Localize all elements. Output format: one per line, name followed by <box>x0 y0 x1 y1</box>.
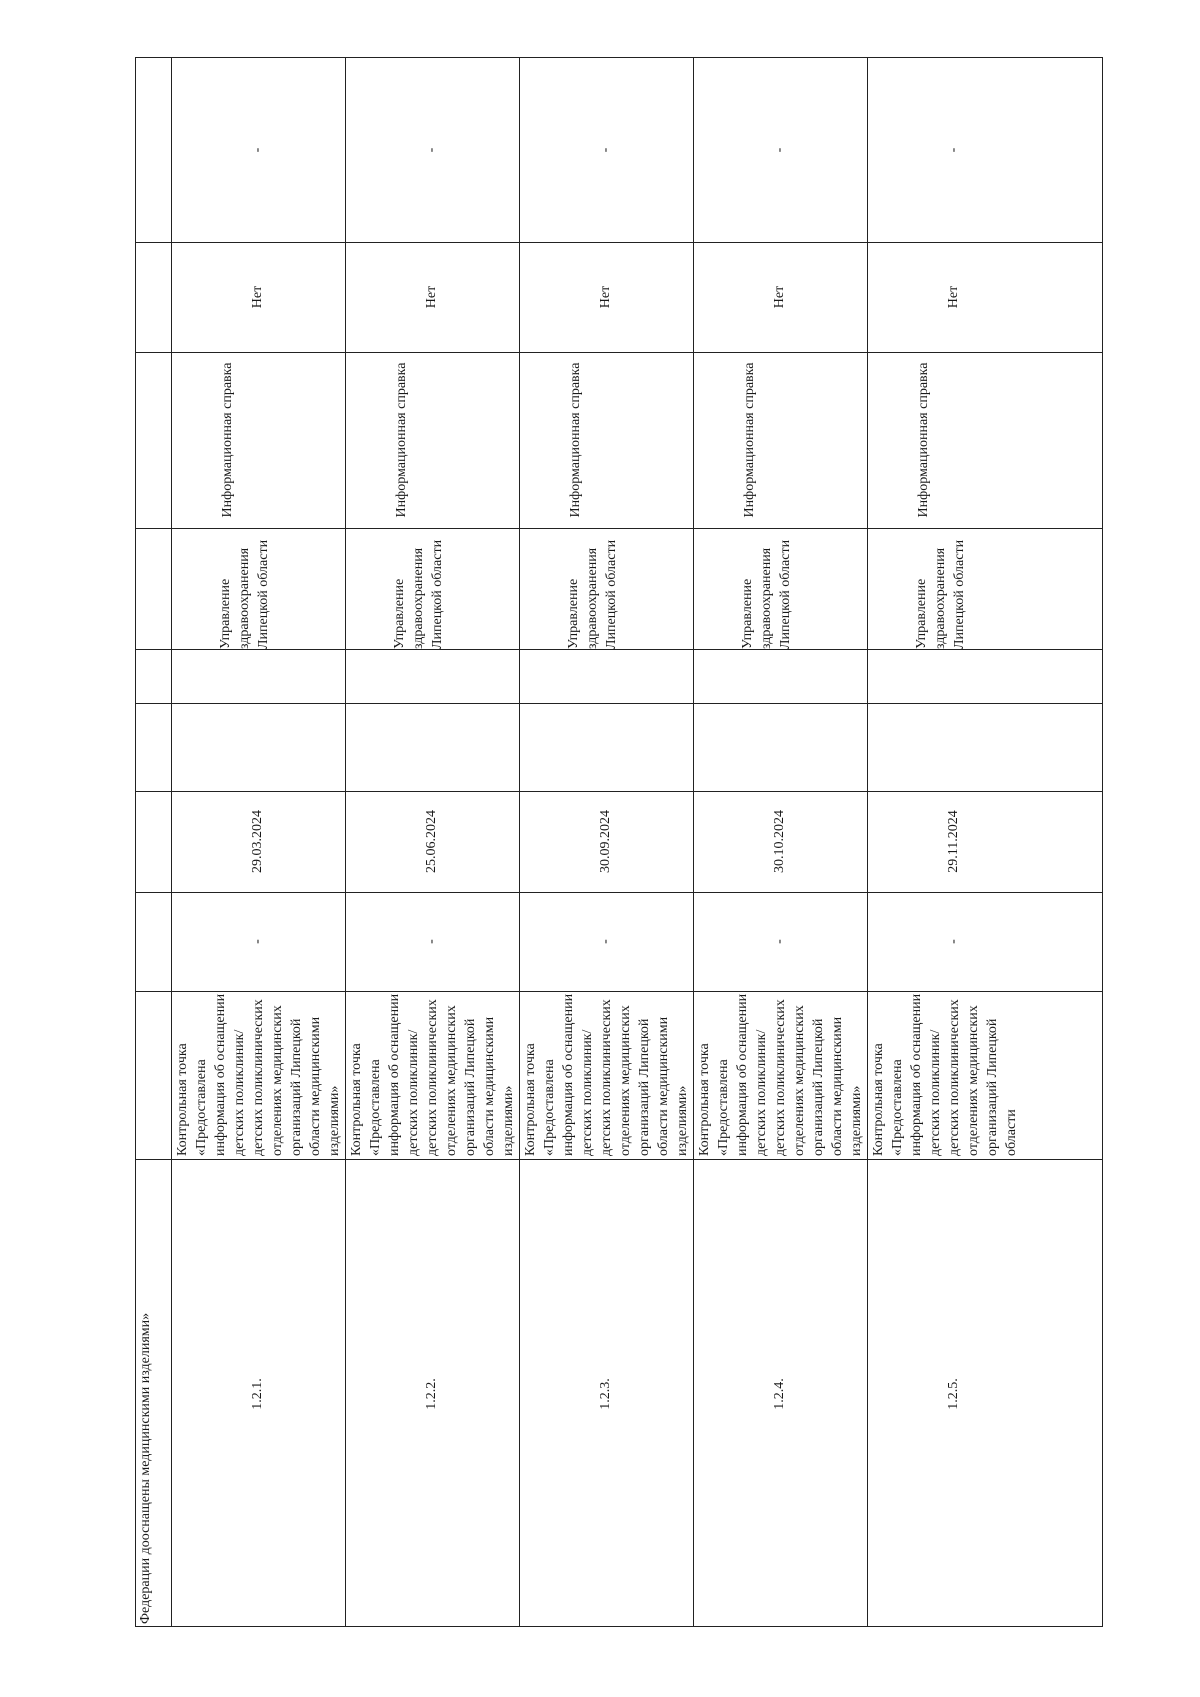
responsible-org: Управление здравоохранения Липецкой области <box>740 539 793 649</box>
responsible-org: Управление здравоохранения Липецкой области <box>218 539 271 649</box>
document-type: Информационная справка <box>220 362 235 518</box>
row-description: Контрольная точка «Предоставлена информация об оснащении детских поликлиник/детских поликлинических отделениях медицинских организаций Липецкой области медицинскими изделиями» <box>349 993 516 1156</box>
header-description: Федерации дооснащены медицинскими изделиями» <box>138 1312 153 1624</box>
row-number: 1.2.5. <box>946 1378 961 1410</box>
status-value: Нет <box>250 285 265 309</box>
start-date: - <box>424 939 439 944</box>
column-divider <box>867 58 868 1626</box>
schedule-table <box>135 57 1103 1627</box>
responsible-org: Управление здравоохранения Липецкой области <box>914 539 967 649</box>
end-date: 30.09.2024 <box>598 810 613 873</box>
status-value: Нет <box>772 285 787 309</box>
extra-value: - <box>946 147 961 153</box>
column-divider <box>171 58 172 1626</box>
status-value: Нет <box>946 285 961 309</box>
row-description: Контрольная точка «Предоставлена информация об оснащении детских поликлиник/детских поликлинических отделениях медицинских организаций Липецкой области медицинскими изделиями» <box>523 993 690 1156</box>
start-date: - <box>946 939 961 944</box>
extra-value: - <box>250 147 265 153</box>
end-date: 29.11.2024 <box>946 810 961 873</box>
end-date: 30.10.2024 <box>772 810 787 873</box>
start-date: - <box>250 939 265 944</box>
responsible-org: Управление здравоохранения Липецкой области <box>566 539 619 649</box>
row-description: Контрольная точка «Предоставлена информация об оснащении детских поликлиник/детских поликлинических отделениях медицинских организаций Липецкой области медицинскими изделиями» <box>697 993 864 1156</box>
status-value: Нет <box>424 285 439 309</box>
extra-value: - <box>598 147 613 153</box>
start-date: - <box>772 939 787 944</box>
row-number: 1.2.3. <box>598 1378 613 1410</box>
document-type: Информационная справка <box>742 362 757 518</box>
document-type: Информационная справка <box>568 362 583 518</box>
extra-value: - <box>424 147 439 153</box>
column-divider <box>519 58 520 1626</box>
row-divider <box>136 703 1102 704</box>
row-description: Контрольная точка «Предоставлена информация об оснащении детских поликлиник/детских поликлинических отделениях медицинских организаций Липецкой области медицинскими изделиями» <box>175 993 342 1156</box>
end-date: 25.06.2024 <box>424 810 439 873</box>
start-date: - <box>598 939 613 944</box>
document-type: Информационная справка <box>916 362 931 518</box>
responsible-org: Управление здравоохранения Липецкой области <box>392 539 445 649</box>
row-divider <box>136 352 1102 353</box>
row-description: Контрольная точка «Предоставлена информация об оснащении детских поликлиник/детских поликлинических отделениях медицинских организаций Липецкой области <box>871 993 1019 1156</box>
document-type: Информационная справка <box>394 362 409 518</box>
row-number: 1.2.2. <box>424 1378 439 1410</box>
row-divider <box>136 1159 1102 1160</box>
row-divider <box>136 649 1102 650</box>
column-divider <box>693 58 694 1626</box>
row-number: 1.2.1. <box>250 1378 265 1410</box>
status-value: Нет <box>598 285 613 309</box>
row-number: 1.2.4. <box>772 1378 787 1410</box>
column-divider <box>345 58 346 1626</box>
end-date: 29.03.2024 <box>250 810 265 873</box>
extra-value: - <box>772 147 787 153</box>
